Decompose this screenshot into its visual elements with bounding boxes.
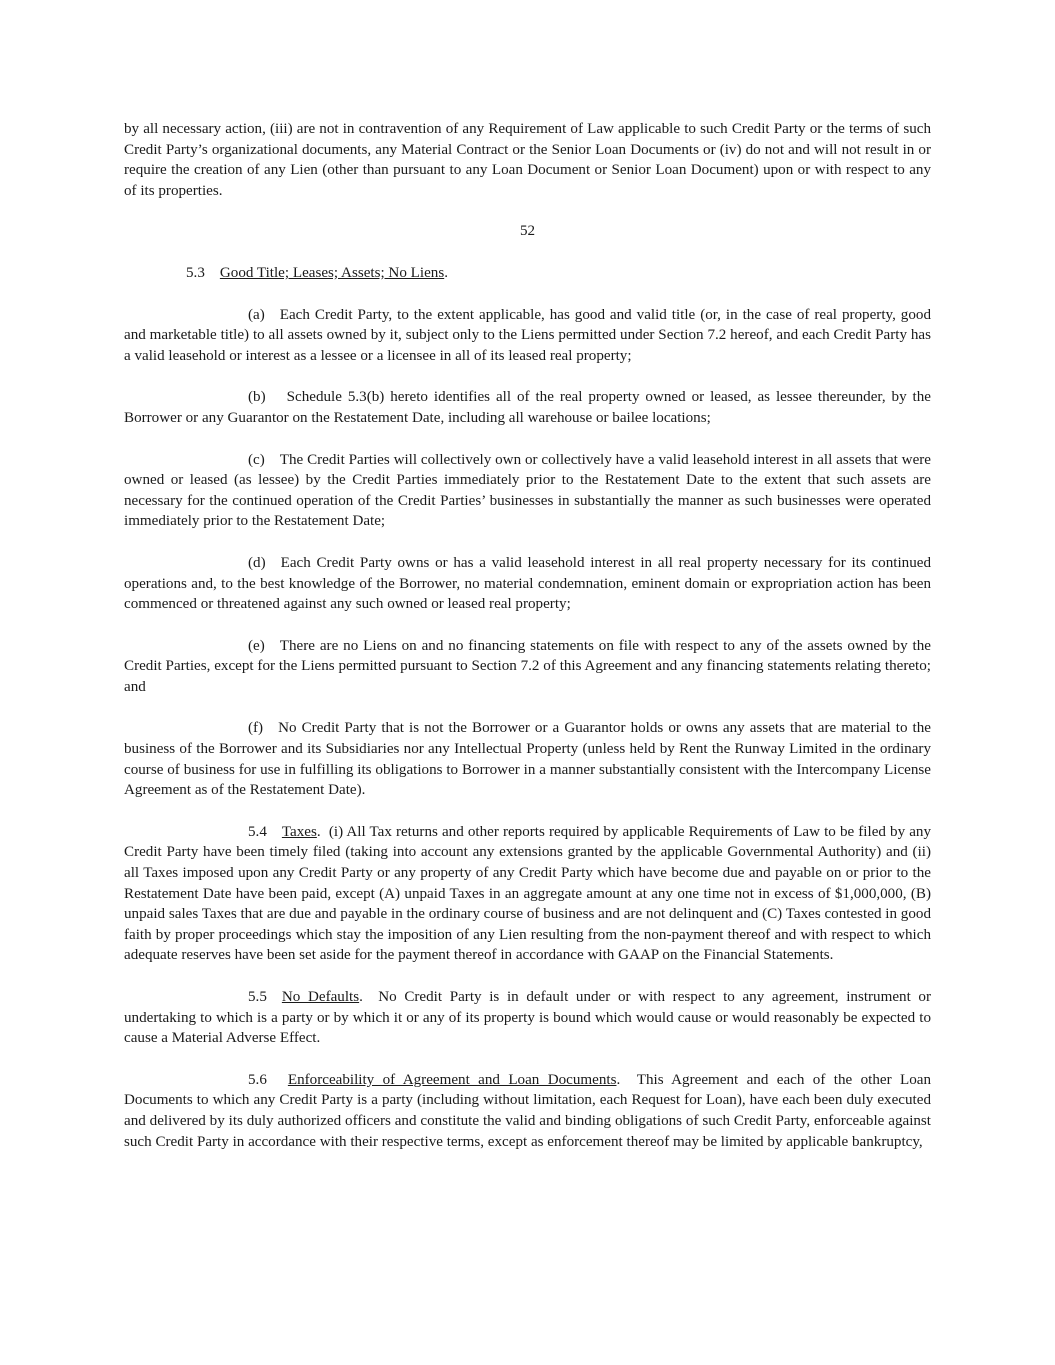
section-5-4: 5.4 Taxes. (i) All Tax returns and other reports required by applicable Requirements of Law to be filed by any Credit Party have been timely filed (taking into account any extensions granted by the applicable Governmental Authority) and (ii) all Taxes imposed upon any Credit Party or any property of any Credit Party which have become due and payable on or prior to the Restatement Date have been paid, except (A) unpaid Taxes in an aggregate amount at any one time not in excess of $1,000,000, (B) unpaid sales Taxes that are due and payable in the ordinary course of business and are not delinquent and (C) Taxes contested in good faith by proper proceedings which stay the imposition of any Lien resulting from the non-payment thereof and with respect to which adequate reserves have been set aside for the payment thereof in accordance with GAAP on the Financial Statements. — [124, 823, 932, 964]
section-5-5: 5.5 No Defaults. No Credit Party is in default under or with respect to any agreement, instrument or undertaking to which is a party or by which it or any of its property is bound which would cause or would reasonably be expected to cause a Material Adverse Effect. — [124, 989, 931, 1047]
section-title: No Defaults — [281, 989, 360, 1005]
section-text: (i) All Tax returns and other reports required by applicable Requirements of Law to be filed by any Credit Party have been timely filed (taking into account any extensions granted by the applicable Governmental Authority) and (ii) all Taxes imposed upon any Credit Party or any property of any Credit Party which have become due and payable on or prior to the Restatement Date have been paid, except (A) unpaid Taxes in an aggregate amount at any one time not in excess of $1,000,000, (B) unpaid sales Taxes that are due and payable in the ordinary course of business and are not delinquent and (C) Taxes contested in good faith by proper proceedings which stay the imposition of any Lien resulting from the non-payment thereof and with respect to which adequate reserves have been set aside for the payment thereof in accordance with GAAP on the Financial Statements. — [124, 823, 932, 964]
section-5-6: 5.6 Enforceability of Agreement and Loan Documents. This Agreement and each of the other Loan Documents to which any Credit Party is a party (including without limitation, each Request for Loan), have each been duly executed and delivered by its duly authorized officers and constitute the valid and binding obligations of such Credit Party, enforceable against such Credit Party in accordance with their respective terms, except as enforcement thereof may be limited by applicable bankruptcy, — [124, 1071, 931, 1150]
section-title: Taxes — [281, 823, 317, 840]
section-number: 5.6 — [248, 1071, 267, 1088]
clause-c — [124, 450, 931, 532]
clause-d — [124, 553, 931, 615]
section-title: Good Title; Leases; Assets; No Liens — [219, 264, 445, 281]
clause-text: No Credit Party that is not the Borrower or a Guarantor holds or owns any assets that are material to the business of the Borrower and its Subsidiaries nor any Intellectual Property (unless held by Rent the Runway Limited in the ordinary course of business for use in fulfilling its obligations to Borrower in a manner substantially consistent with the Intercompany License Agreement as of the Restatement Date). — [124, 720, 931, 799]
document-page — [124, 119, 931, 1152]
clause-label: (a) — [248, 306, 265, 323]
clause-text: Each Credit Party, to the extent applicable, has good and valid title (or, in the case of real property, good and marketable title) to all assets owned by it, subject only to the Liens permitted under Section 7.2 hereof, and each Credit Party has a valid leasehold or interest as a lessee or a licensee in all of its leased real property; — [124, 306, 931, 364]
section-5-3-heading: 5.3 Good Title; Leases; Assets; No Liens. — [124, 263, 931, 284]
clause-label: (f) — [248, 720, 264, 737]
clause-text: Each Credit Party owns or has a valid leasehold interest in all real property necessary for its continued operations and, to the best knowledge of the Borrower, no material condemnation, eminent domain or expropriation action has been commenced or threatened against any such owned or leased real property; — [124, 554, 931, 613]
clause-label: (d) — [248, 554, 266, 571]
clause-text: There are no Liens on and no financing statements on file with respect to any of the assets owned by the Credit Parties, except for the Liens permitted pursuant to Section 7.2 of this Agreement and any financing statements relating thereto; and — [124, 637, 931, 695]
section-number: 5.4 — [248, 823, 267, 840]
page-number: 52 — [519, 223, 536, 240]
clause-label: (e) — [248, 637, 265, 654]
section-text: This Agreement and each of the other Loan Documents to which any Credit Party is a party (including without limitation, each Request for Loan), have each been duly executed and delivered by its duly authorized officers and constitute the valid and binding obligations of such Credit Party, enforceable against such Credit Party in accordance with their respective terms, except as enforcement thereof may be limited by applicable bankruptcy, — [124, 1071, 931, 1150]
clause-e — [124, 636, 931, 698]
clause-text: The Credit Parties will collectively own or collectively have a valid leasehold interest in all assets that were owned or leased (as lessee) by the Credit Parties immediately prior to the Restatement Date to the extent that such assets are necessary for the continued operation of the Credit Parties’ businesses in substantially the manner as such businesses were operated immediately prior to the Restatement Date; — [124, 451, 931, 530]
clause-label: (c) — [248, 451, 265, 468]
section-text: No Credit Party is in default under or with respect to any agreement, instrument or undertaking to which is a party or by which it or any of its property is bound which would cause or would reasonably be expected to cause a Material Adverse Effect. — [124, 989, 931, 1047]
clause-text: Schedule 5.3(b) hereto identifies all of the real property owned or leased, as lessee thereunder, by the Borrower or any Guarantor on the Restatement Date, including all warehouse or bailee locations; — [124, 389, 931, 426]
clause-a — [124, 305, 931, 367]
section-number: 5.5 — [248, 989, 267, 1005]
intro-paragraph: by all necessary action, (iii) are not in contravention of any Requirement of Law applicable to such Credit Party or the terms of such Credit Party’s organizational documents, any Material Contract or the Senior Loan Documents or (iv) do not and will not result in or require the creation of any Lien (other than pursuant to any Loan Document or Senior Loan Document) upon or with respect to any of its properties. — [124, 121, 931, 199]
clause-b — [124, 387, 931, 428]
clause-f — [124, 718, 931, 800]
clause-label: (b) — [248, 389, 266, 406]
section-number: 5.3 — [186, 264, 205, 281]
section-title: Enforceability of Agreement and Loan Documents — [287, 1071, 617, 1088]
